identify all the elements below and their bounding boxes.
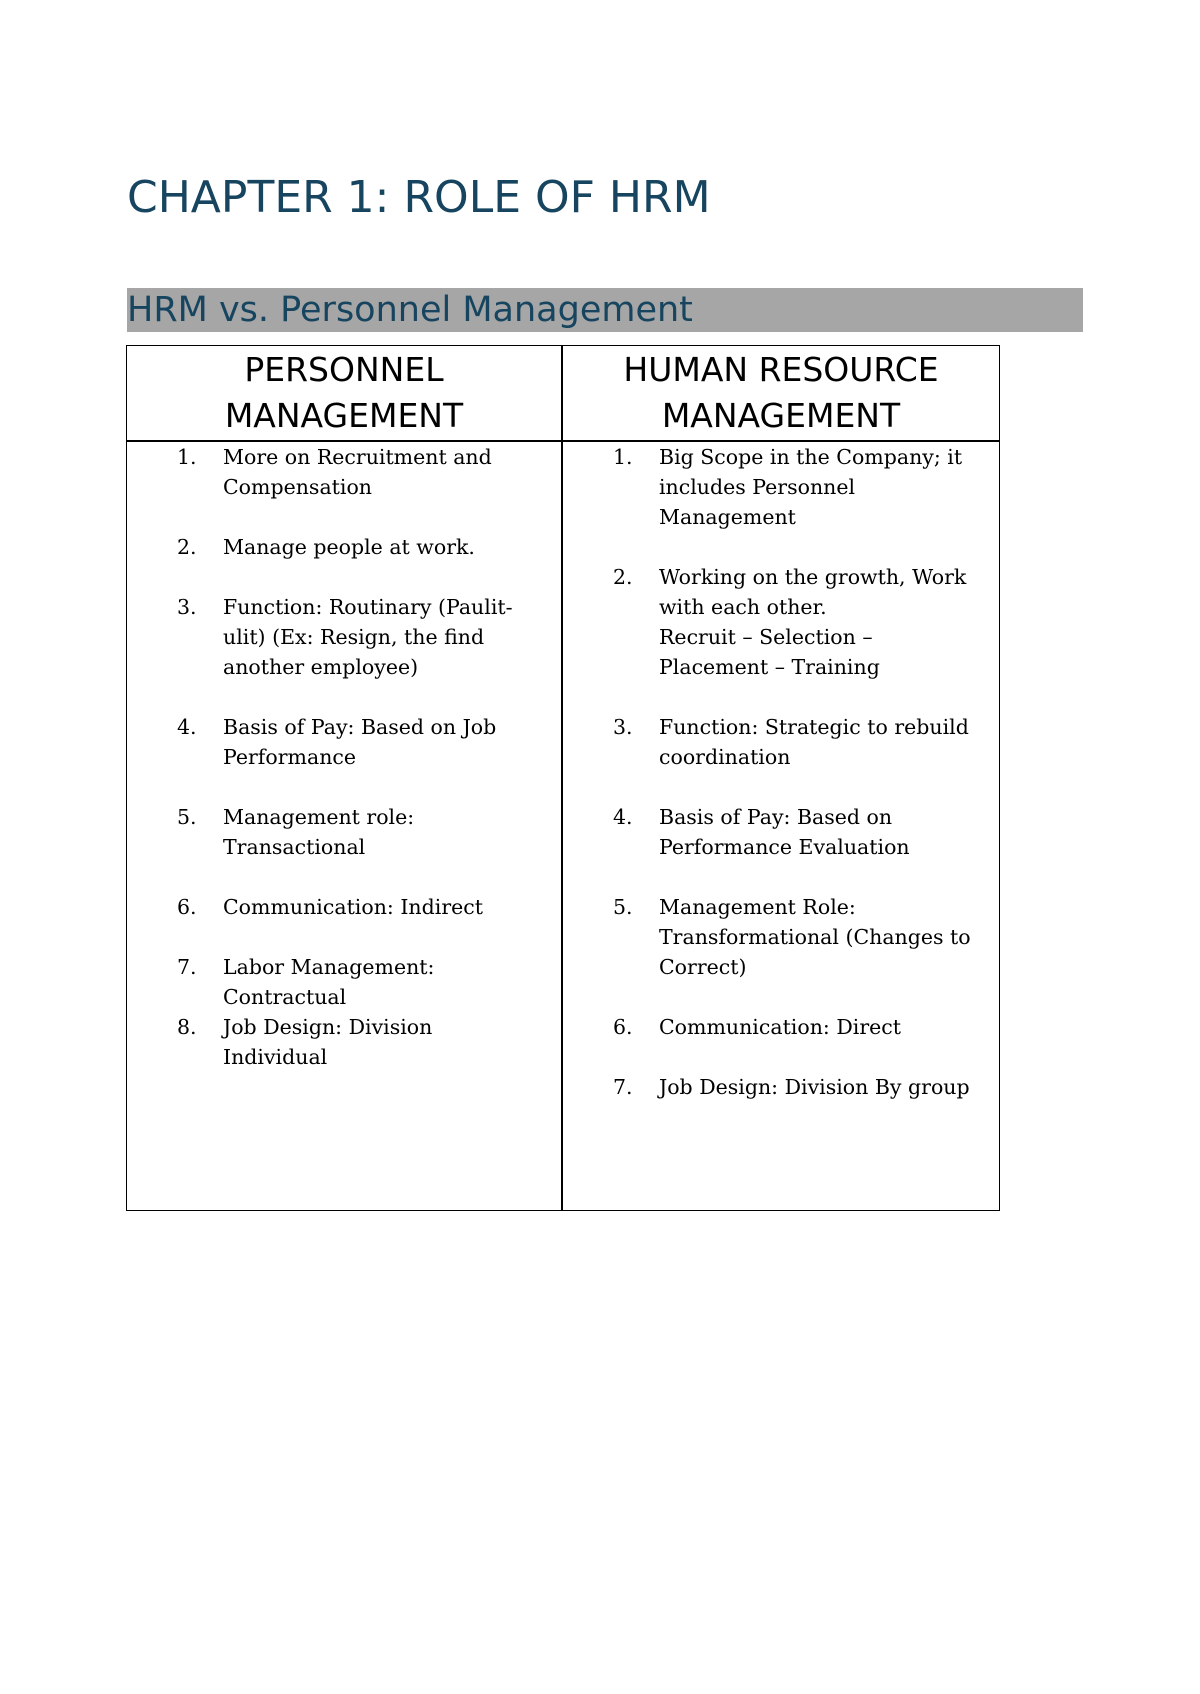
list-item-number: 5. (613, 895, 633, 919)
header-line: HUMAN RESOURCE (623, 350, 939, 389)
header-line: MANAGEMENT (661, 396, 901, 435)
list-item-text: Basis of Pay: Based on Job Performance (223, 715, 497, 769)
list-item-number: 3. (177, 595, 197, 619)
column-divider (561, 346, 563, 1210)
list-item-text: Job Design: Division Individual (223, 1015, 433, 1069)
list-item-text: Management role: Transactional (223, 805, 415, 859)
list-item-number: 4. (613, 805, 633, 829)
list-item-number: 7. (177, 955, 197, 979)
list-item-text: Manage people at work. (223, 535, 475, 559)
list-item (613, 1012, 999, 1042)
list-item-number: 1. (177, 445, 197, 469)
list-item-number: 6. (177, 895, 197, 919)
page-title: CHAPTER 1: ROLE OF HRM (127, 172, 711, 223)
list-item-number: 2. (177, 535, 197, 559)
list-item-number: 3. (613, 715, 633, 739)
list-item-text: Big Scope in the Company; it includes Personnel Management (659, 445, 963, 529)
list-item (177, 442, 561, 502)
human-resource-management-header (563, 346, 999, 440)
list-item-text: Management Role: Transformational (Changes to Correct) (659, 895, 971, 979)
list-item-number: 8. (177, 1015, 197, 1039)
list-item-number: 6. (613, 1015, 633, 1039)
list-item-text: Labor Management: Contractual (223, 955, 435, 1009)
section-heading: HRM vs. Personnel Management (127, 288, 1083, 332)
list-item-text: Communication: Direct (659, 1015, 901, 1039)
list-item (613, 892, 999, 982)
list-item (613, 712, 999, 772)
comparison-table (126, 345, 1000, 1211)
list-item-number: 5. (177, 805, 197, 829)
list-item-text: Function: Strategic to rebuild coordination (659, 715, 969, 769)
list-item (177, 592, 561, 682)
list-item (177, 712, 561, 772)
list-item-text: Basis of Pay: Based on Performance Evaluation (659, 805, 910, 859)
list-item (613, 562, 999, 682)
list-item-number: 4. (177, 715, 197, 739)
list-item (613, 802, 999, 862)
list-item-text: More on Recruitment and Compensation (223, 445, 492, 499)
list-item-number: 2. (613, 565, 633, 589)
list-item-text: Function: Routinary (Paulit- ulit) (Ex: Resign, the find another employee) (223, 595, 513, 679)
list-item (613, 1072, 999, 1102)
personnel-management-header (127, 346, 561, 440)
list-item (177, 952, 561, 1012)
list-item-text: Working on the growth, Work with each other. Recruit – Selection – Placement – Training (659, 565, 967, 679)
list-item-number: 1. (613, 445, 633, 469)
list-item-text: Job Design: Division By group (659, 1075, 970, 1099)
list-item (177, 892, 561, 922)
list-item (177, 1012, 561, 1072)
list-item (177, 532, 561, 562)
list-item-number: 7. (613, 1075, 633, 1099)
header-line: MANAGEMENT (224, 396, 464, 435)
header-line: PERSONNEL (244, 350, 444, 389)
list-item (177, 802, 561, 862)
list-item-text: Communication: Indirect (223, 895, 483, 919)
list-item (613, 442, 999, 532)
